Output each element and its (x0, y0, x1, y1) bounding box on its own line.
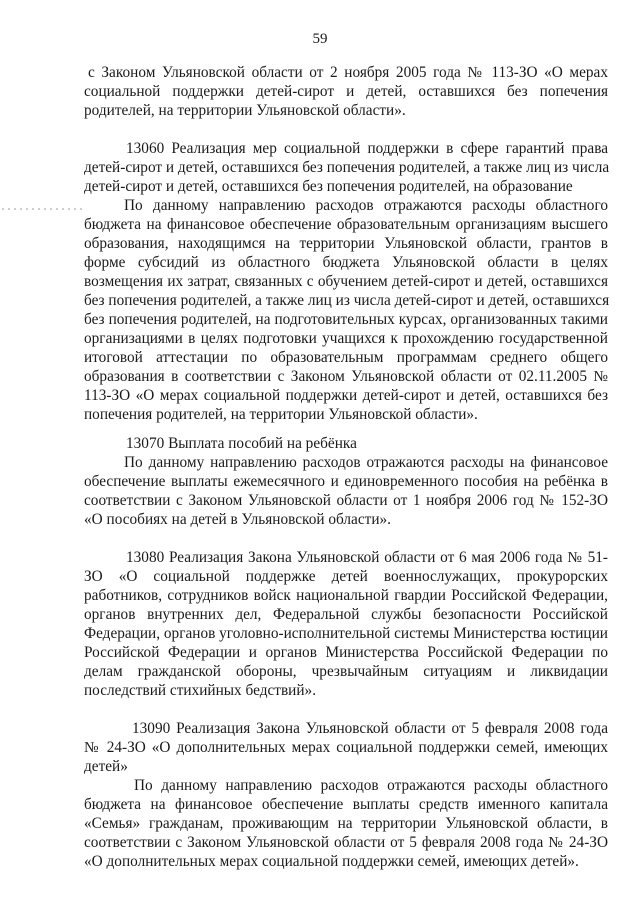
text-line: возмещения их затрат, связанных с обучением детей-сирот и детей, оставшихся (84, 273, 608, 290)
text-line: По данному направлению расходов отражаются расходы на финансовое (124, 454, 608, 471)
scan-artifact (2, 208, 82, 210)
text-line: с Законом Ульяновской области от 2 ноября 2005 года № 113-ЗО «О мерах (88, 64, 608, 81)
text-line: 13080 Реализация Закона Ульяновской области от 6 мая 2006 года № 51- (126, 549, 608, 566)
text-line: бюджета на финансовое обеспечение образовательным организациям высшего (84, 216, 608, 233)
text-line: 13090 Реализация Закона Ульяновской области от 5 февраля 2008 года (132, 720, 608, 737)
text-line: № 24-ЗО «О дополнительных мерах социальной поддержки семей, имеющих (84, 739, 608, 756)
text-line: форме субсидий из областного бюджета Ульяновской области в целях (84, 254, 608, 271)
text-line: «О дополнительных мерах социальной поддержки семей, имеющих детей». (84, 853, 579, 870)
text-line: образования, находящимся на территории Ульяновской области, грантов в (84, 235, 608, 252)
text-line: Российской Федерации и органов Министерства Российской Федерации по (84, 644, 608, 661)
text-line: По данному направлению расходов отражаются расходы областного (134, 777, 608, 794)
text-line: 113-ЗО «О мерах социальной поддержки детей-сирот и детей, оставшихся без (84, 387, 608, 404)
text-line: бюджета на финансовое обеспечение выплаты средств именного капитала (84, 796, 608, 813)
text-line: Федерации, органов уголовно-исполнительной системы Министерства юстиции (84, 625, 608, 642)
text-line: попечения родителей, на территории Ульяновской области». (84, 406, 478, 423)
text-line: «Семья» гражданам, проживающим на территории Ульяновской области, в (84, 815, 608, 832)
text-line: работников, сотрудников войск национальной гвардии Российской Федерации, (84, 587, 608, 604)
text-line: соответствии с Законом Ульяновской области от 1 ноября 2006 год № 152-ЗО (84, 492, 608, 509)
text-line: последствий стихийных бедствий». (84, 682, 317, 699)
text-line: образования в соответствии с Законом Ульяновской области от 02.11.2005 № (84, 368, 608, 385)
text-line: органов внутренних дел, Федеральной службы безопасности Российской (84, 606, 608, 623)
text-line: По данному направлению расходов отражаются расходы областного (124, 197, 608, 214)
text-line: 13070 Выплата пособий на ребёнка (126, 435, 357, 452)
text-line: без попечения родителей, а также лиц из числа детей-сирот и детей, оставшихся (84, 292, 610, 309)
page-number: 59 (312, 31, 328, 47)
text-line: организациями в целях подготовки учащихся к прохождению государственной (84, 330, 608, 347)
text-line: обеспечение выплаты ежемесячного и единовременного пособия на ребёнка в (84, 473, 608, 490)
text-line: социальной поддержки детей-сирот и детей, оставшихся без попечения (84, 83, 608, 100)
text-line: итоговой аттестации по образовательным программам среднего общего (84, 349, 608, 366)
text-line: детей-сирот и детей, оставшихся без попечения родителей, а также лиц из числа (84, 159, 610, 176)
text-line: «О пособиях на детей в Ульяновской области». (84, 511, 391, 528)
text-line: детей» (84, 758, 128, 775)
text-line: 13060 Реализация мер социальной поддержки в сфере гарантий права (126, 140, 608, 157)
text-line: делам гражданской обороны, чрезвычайным ситуациям и ликвидации (84, 663, 608, 680)
text-line: родителей, на территории Ульяновской области». (84, 102, 406, 119)
text-line: без попечения родителей, на подготовительных курсах, организованных такими (84, 311, 608, 328)
text-line: детей-сирот и детей, оставшихся без попечения родителей, на образование (84, 178, 573, 195)
text-line: соответствии с Законом Ульяновской области от 5 февраля 2008 года № 24-ЗО (84, 834, 608, 851)
text-line: ЗО «О социальной поддержке детей военнослужащих, прокурорских (84, 568, 608, 585)
